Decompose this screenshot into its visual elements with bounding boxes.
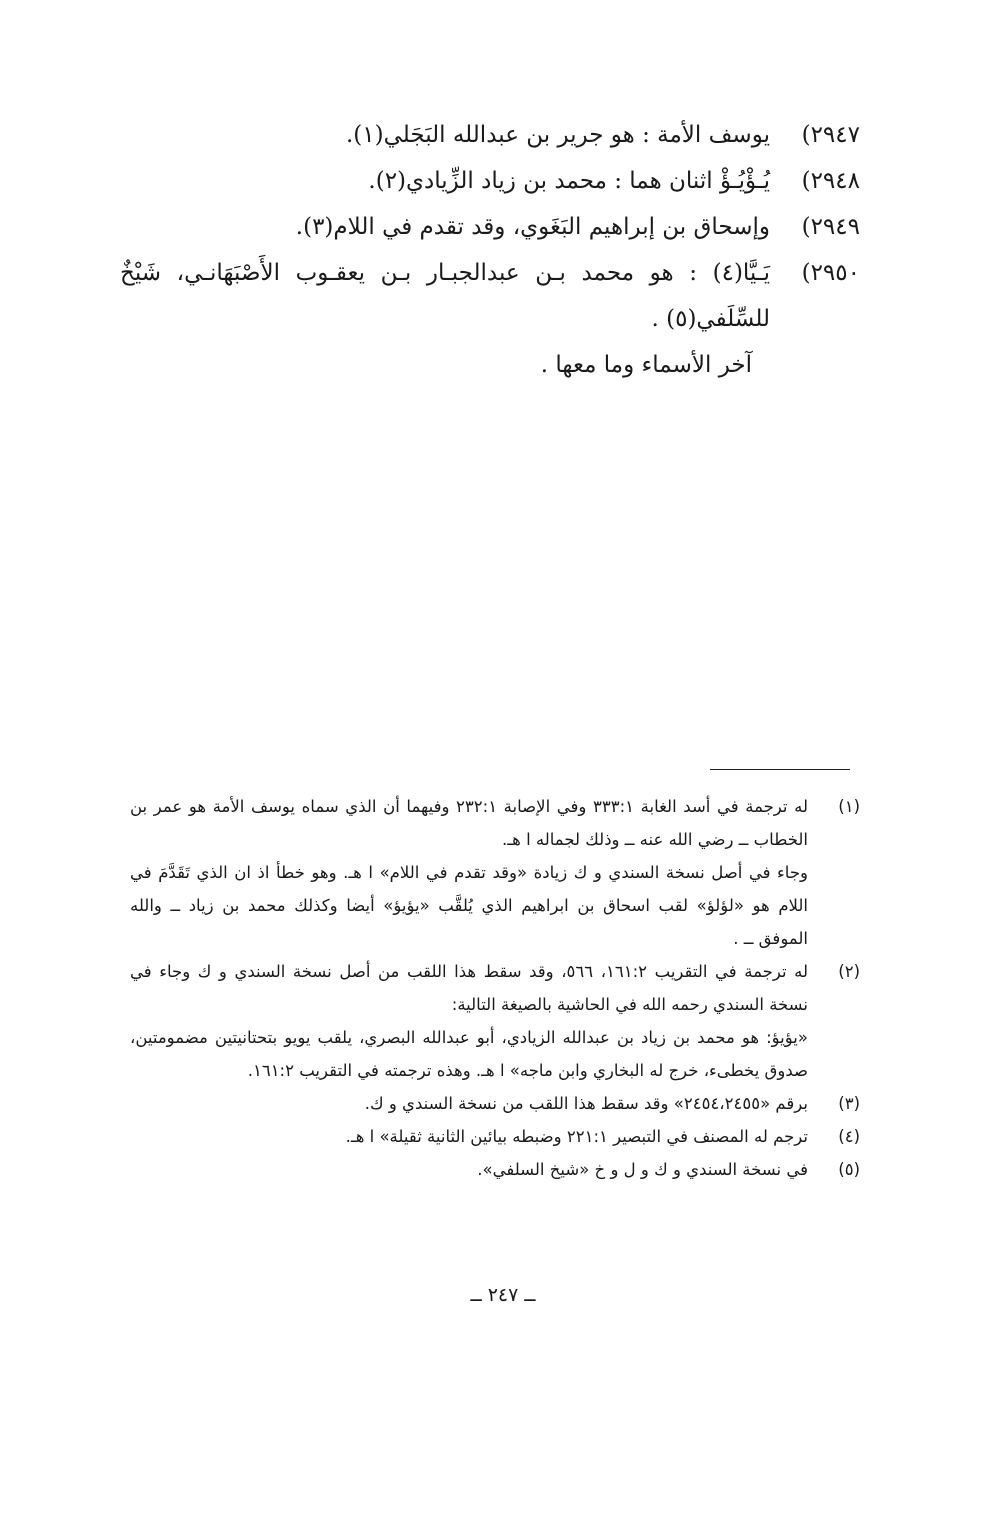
entry-2948: [120, 158, 860, 204]
entries-list: [120, 112, 860, 388]
footnote-3: [130, 1087, 860, 1120]
footnote-text: [130, 1087, 808, 1120]
footnote-2: [130, 955, 860, 1087]
entry-2947: [120, 112, 860, 158]
footnotes: [130, 790, 860, 1186]
footnote-separator: [710, 769, 850, 770]
entry-number: ٢٩٥٠): [801, 260, 860, 286]
footnote-paragraph: ترجم له المصنف في التبصير ٢٢١:١ وضبطه بيائين الثانية ثقيلة» ا هـ.: [345, 1127, 808, 1146]
footnote-number: (٣): [838, 1094, 860, 1113]
footnote-text: [130, 1153, 808, 1186]
footnote-paragraph: وجاء في أصل نسخة السندي و ك زيادة «وقد تقدم في اللام» ا هـ. وهو خطأ اذ ان الذي تَقَدَّمَ في اللام هو «لؤلؤ» لقب اسحاق بن ابراهيم الذي يُلقَّب «يؤيؤ» أيضا وكذلك محمد بن زياد ــ والله الموفق ــ .: [130, 863, 808, 948]
entry-number: ٢٩٤٩): [801, 214, 860, 240]
entry-text: يُـؤْيُـؤْ اثنان هما : محمد بن زياد الزِّيادي(٢).: [368, 168, 770, 194]
footnote-number: (١): [838, 797, 860, 816]
footnote-paragraph: برقم «٢٤٥٤،٢٤٥٥» وقد سقط هذا اللقب من نسخة السندي و ك.: [364, 1094, 808, 1113]
footnote-4: [130, 1120, 860, 1153]
entry-text: يوسف الأمة : هو جرير بن عبدالله البَجَلي(١).: [345, 122, 770, 148]
footnote-text: [130, 955, 808, 1087]
entry-number: ٢٩٤٨): [801, 168, 860, 194]
entry-text: وإسحاق بن إبراهيم البَغَوي، وقد تقدم في اللام(٣).: [295, 214, 770, 240]
footnote-paragraph: له ترجمة في أسد الغابة ٣٣٣:١ وفي الإصابة ٢٣٢:١ وفيهما أن الذي سماه يوسف الأمة هو عمر بن الخطاب ــ رضي الله عنه ــ وذلك لجماله ا هـ.: [130, 797, 808, 849]
footnote-1: [130, 790, 860, 955]
footnote-text: [130, 790, 808, 955]
page-number: ــ ٢٤٧ ــ: [470, 1284, 536, 1306]
footnote-paragraph: «يؤيؤ: هو محمد بن زياد بن عبدالله الزيادي، أبو عبدالله البصري، يلقب يويو بتحتانيتين مضمومتين، صدوق يخطىء، خرج له البخاري وابن ماجه» ا هـ. وهذه ترجمته في التقريب ١٦١:٢.: [130, 1028, 808, 1080]
footnote-number: (٢): [838, 962, 860, 981]
entry-2949: [120, 204, 860, 250]
footnote-number: (٥): [838, 1160, 860, 1179]
entry-number: ٢٩٤٧): [801, 122, 860, 148]
footnote-5: [130, 1153, 860, 1186]
footnote-paragraph: له ترجمة في التقريب ١٦١:٢، ٥٦٦، وقد سقط هذا اللقب من أصل نسخة السندي و ك وجاء في نسخة السندي رحمه الله في الحاشية بالصيغة التالية:: [130, 962, 808, 1014]
entry-text: يَـيَّا(٤) : هو محمد بـن عبدالجبـار بـن يعقـوب الأَصْبَهَانـي، شَيْخٌ للسِّلَفي(٥) .: [120, 260, 770, 332]
entry-2950: [120, 250, 860, 342]
footnote-number: (٤): [838, 1127, 860, 1146]
end-of-names-line: آخر الأسماء وما معها .: [540, 352, 752, 378]
footnote-paragraph: في نسخة السندي و ك و ل و خ «شيخ السلفي».: [477, 1160, 808, 1179]
footnote-text: [130, 1120, 808, 1153]
